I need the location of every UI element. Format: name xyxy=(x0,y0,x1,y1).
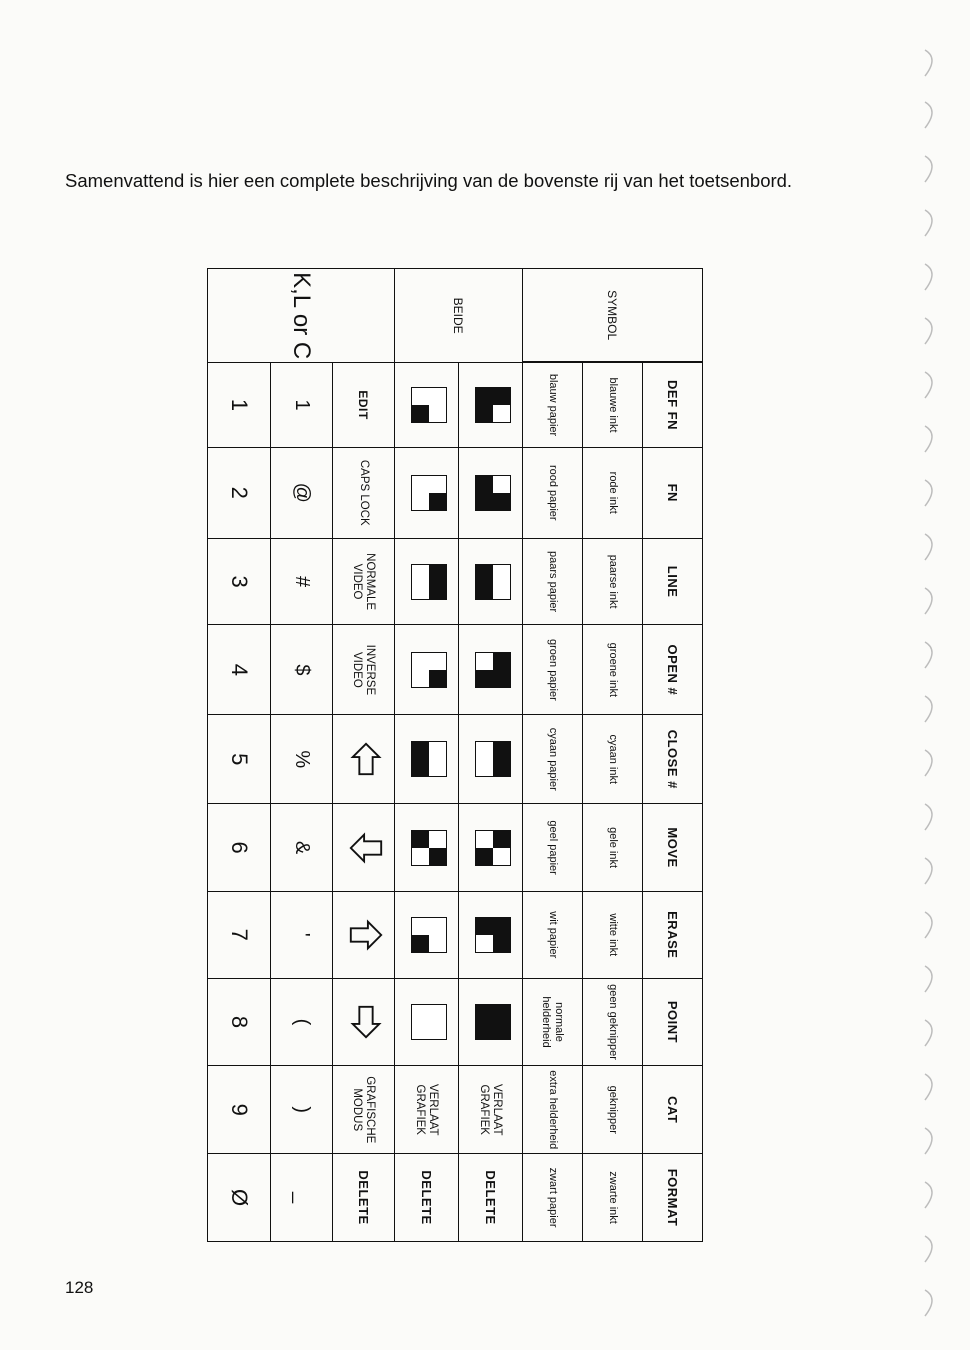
graphic-glyph-4b xyxy=(411,652,447,688)
cell-geen-kl-6: 6 xyxy=(208,804,271,892)
cell-symbol-e-5: CLOSE # xyxy=(643,715,703,804)
cell-geen-g-5 xyxy=(395,715,459,804)
cell-caps-e-8: geen geknipper xyxy=(583,978,643,1066)
cell-caps-kl-0: _ xyxy=(271,1154,333,1242)
cell-beide-g-4 xyxy=(459,625,523,715)
cell-symbol-e-1: DEF FN xyxy=(643,363,703,448)
cell-symbol-kl-1: EDIT xyxy=(333,363,395,448)
cell-symbol-e-7: ERASE xyxy=(643,891,703,978)
cell-beide-g-5 xyxy=(459,715,523,804)
cell-caps-e-6: gele inkt xyxy=(583,804,643,892)
cell-symbol-kl-5 xyxy=(333,715,395,804)
cell-caps-kl-7: ' xyxy=(271,891,333,978)
cell-beide-g-8 xyxy=(459,978,523,1066)
cell-symbol-e-8: POINT xyxy=(643,978,703,1066)
cell-symbol-kl-9: GRAFISCHE MODUS xyxy=(333,1066,395,1154)
cell-geen-kl-3: 3 xyxy=(208,538,271,625)
arrow-up-icon xyxy=(347,916,385,954)
cell-geen-kl-4: 4 xyxy=(208,625,271,715)
arrow-left-icon xyxy=(347,740,385,778)
cell-beide-g-3 xyxy=(459,538,523,625)
cell-caps-kl-5: % xyxy=(271,715,333,804)
mode-header-kl xyxy=(208,269,395,363)
cell-beide-g-1 xyxy=(459,363,523,448)
graphic-glyph-5b xyxy=(411,741,447,777)
graphic-glyph-3 xyxy=(475,564,511,600)
cell-geen-g-0: DELETE xyxy=(395,1154,459,1242)
cell-beide-g-0: DELETE xyxy=(459,1154,523,1242)
graphic-glyph-4 xyxy=(475,652,511,688)
cell-geen-e-0: zwart papier xyxy=(523,1154,583,1242)
cell-geen-e-2: rood papier xyxy=(523,447,583,538)
cell-symbol-kl-0: DELETE xyxy=(333,1154,395,1242)
cell-symbol-kl-3: NORMALE VIDEO xyxy=(333,538,395,625)
graphic-glyph-1b xyxy=(411,387,447,423)
cell-symbol-kl-8 xyxy=(333,978,395,1066)
graphic-glyph-2b xyxy=(411,475,447,511)
binding-holes-decoration xyxy=(905,30,950,1330)
arrow-right-icon xyxy=(347,1003,385,1041)
cell-caps-kl-8: ( xyxy=(271,978,333,1066)
cell-geen-e-9: extra helderheid xyxy=(523,1066,583,1154)
arrow-down-icon xyxy=(347,829,385,867)
cell-geen-e-4: groen papier xyxy=(523,625,583,715)
cell-caps-kl-1: 1 xyxy=(271,363,333,448)
cell-symbol-kl-4: INVERSE VIDEO xyxy=(333,625,395,715)
mode-beide-g: BEIDE xyxy=(451,297,466,334)
graphic-glyph-2 xyxy=(475,475,511,511)
cell-caps-kl-3: # xyxy=(271,538,333,625)
cell-geen-g-1 xyxy=(395,363,459,448)
cell-geen-kl-8: 8 xyxy=(208,978,271,1066)
cell-caps-e-7: witte inkt xyxy=(583,891,643,978)
cell-caps-kl-6: & xyxy=(271,804,333,892)
mode-letter-kl: K,L or C xyxy=(288,272,315,360)
cell-caps-e-1: blauwe inkt xyxy=(583,363,643,448)
cell-caps-e-4: groene inkt xyxy=(583,625,643,715)
cell-caps-kl-4: $ xyxy=(271,625,333,715)
graphic-glyph-8 xyxy=(475,1004,511,1040)
graphic-glyph-7 xyxy=(475,917,511,953)
cell-geen-g-3 xyxy=(395,538,459,625)
cell-beide-g-9: VERLAAT GRAFIEK xyxy=(459,1066,523,1154)
graphic-glyph-5 xyxy=(475,741,511,777)
cell-geen-g-8 xyxy=(395,978,459,1066)
graphic-glyph-6b xyxy=(411,830,447,866)
graphic-glyph-1 xyxy=(475,387,511,423)
cell-caps-e-2: rode inkt xyxy=(583,447,643,538)
cell-geen-e-6: geel papier xyxy=(523,804,583,892)
mode-header-e xyxy=(523,269,703,363)
graphic-glyph-7b xyxy=(411,917,447,953)
graphic-glyph-3b xyxy=(411,564,447,600)
cell-caps-kl-9: ) xyxy=(271,1066,333,1154)
cell-symbol-e-6: MOVE xyxy=(643,804,703,892)
cell-caps-e-9: geknipper xyxy=(583,1066,643,1154)
cell-geen-kl-9: 9 xyxy=(208,1066,271,1154)
cell-beide-g-6 xyxy=(459,804,523,892)
cell-symbol-e-4: OPEN # xyxy=(643,625,703,715)
cell-geen-e-5: cyaan papier xyxy=(523,715,583,804)
cell-geen-kl-5: 5 xyxy=(208,715,271,804)
cell-caps-e-0: zwarte inkt xyxy=(583,1154,643,1242)
graphic-glyph-6 xyxy=(475,830,511,866)
cell-geen-kl-0: Ø xyxy=(208,1154,271,1242)
cell-geen-g-2 xyxy=(395,447,459,538)
cell-symbol-kl-6 xyxy=(333,804,395,892)
cell-geen-g-9: VERLAAT GRAFIEK xyxy=(395,1066,459,1154)
cell-symbol-e-3: LINE xyxy=(643,538,703,625)
cell-geen-kl-2: 2 xyxy=(208,447,271,538)
cell-caps-kl-2: @ xyxy=(271,447,333,538)
cell-geen-e-3: paars papier xyxy=(523,538,583,625)
mode-symbol-e: SYMBOL xyxy=(605,290,620,341)
page-number: 128 xyxy=(65,1278,94,1297)
cell-geen-g-4 xyxy=(395,625,459,715)
cell-symbol-e-2: FN xyxy=(643,447,703,538)
cell-geen-g-6 xyxy=(395,804,459,892)
cell-geen-kl-1: 1 xyxy=(208,363,271,448)
cell-geen-e-8: normale helderheid xyxy=(523,978,583,1066)
cell-symbol-kl-7 xyxy=(333,891,395,978)
cell-geen-kl-7: 7 xyxy=(208,891,271,978)
keyboard-table xyxy=(208,268,703,1242)
graphic-glyph-8b xyxy=(411,1004,447,1040)
cell-geen-e-1: blauw papier xyxy=(523,363,583,448)
cell-geen-e-7: wit papier xyxy=(523,891,583,978)
cell-beide-g-2 xyxy=(459,447,523,538)
mode-header-g xyxy=(395,269,523,363)
cell-geen-g-7 xyxy=(395,891,459,978)
intro-paragraph: Samenvattend is hier een complete beschrijving van de bovenste rij van het toetsenbord. xyxy=(65,170,793,191)
cell-beide-g-7 xyxy=(459,891,523,978)
cell-symbol-kl-2: CAPS LOCK xyxy=(333,447,395,538)
cell-symbol-e-9: CAT xyxy=(643,1066,703,1154)
cell-caps-e-5: cyaan inkt xyxy=(583,715,643,804)
cell-caps-e-3: paarse inkt xyxy=(583,538,643,625)
cell-symbol-e-0: FORMAT xyxy=(643,1154,703,1242)
